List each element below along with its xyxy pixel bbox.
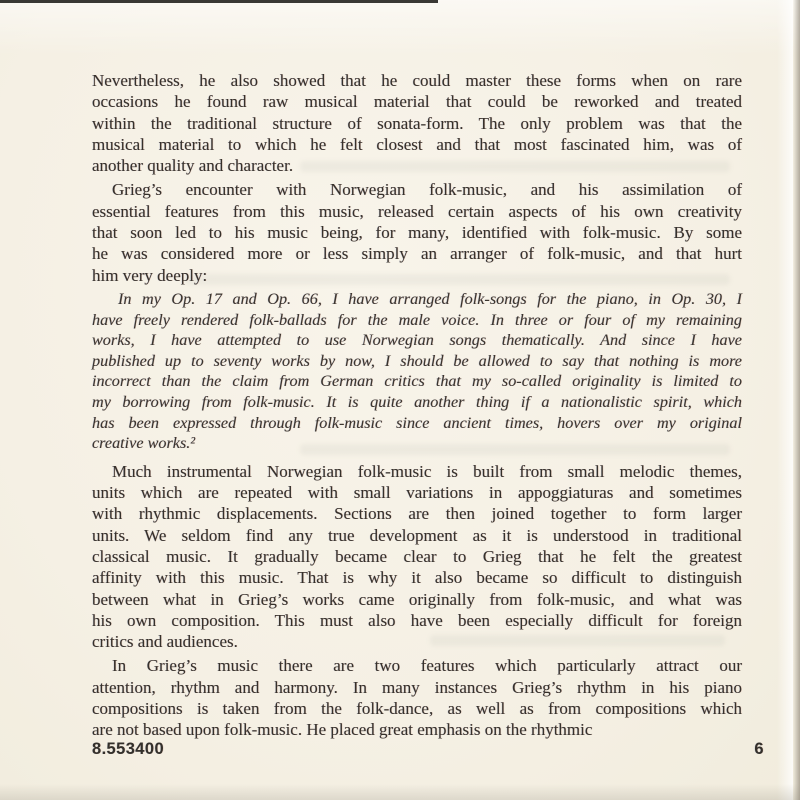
text-block xyxy=(92,70,742,744)
body-paragraph xyxy=(92,70,742,176)
text-line: my borrowing from folk-music. It is quite another thing if a nationalistic spirit, which xyxy=(92,392,742,411)
text-line: within the traditional structure of sonata-form. The only problem was that the xyxy=(92,113,742,133)
text-line: he was considered more or less simply an arranger of folk-music, and that hurt xyxy=(92,244,742,264)
scan-edge-artifact xyxy=(0,0,438,3)
text-line: him very deeply: xyxy=(92,265,208,285)
text-line: In my Op. 17 and Op. 66, I have arranged folk-songs for the piano, in Op. 30, I xyxy=(118,289,742,308)
text-line: incorrect than the claim from German critics that my so-called originality is limited to xyxy=(92,372,742,391)
body-paragraph xyxy=(92,179,742,285)
text-line: compositions is taken from the folk-dance, as well as from compositions which xyxy=(92,698,742,718)
body-paragraph xyxy=(92,655,742,740)
catalog-number: 8.553400 xyxy=(92,740,165,758)
text-line: classical music. It gradually became clear to Grieg that he felt the greatest xyxy=(92,546,742,566)
text-line: are not based upon folk-music. He placed great emphasis on the rhythmic xyxy=(92,720,593,740)
text-line: critics and audiences. xyxy=(92,632,238,652)
page-edge-highlight xyxy=(777,0,793,800)
text-line: published up to seventy works by now, I should be allowed to say that nothing is more xyxy=(92,351,742,370)
text-line: with rhythmic displacements. Sections are then joined together to form larger xyxy=(92,504,742,524)
text-line: have freely rendered folk-ballads for the male voice. In three or four of my remaining xyxy=(92,310,742,329)
page-edge-shadow xyxy=(793,0,800,800)
body-paragraph xyxy=(92,461,742,653)
text-line: essential features from this music, released certain aspects of his own creativity xyxy=(92,201,742,221)
text-line: has been expressed through folk-music since ancient times, hovers over my original xyxy=(92,413,742,432)
text-line: between what in Grieg’s works came originally from folk-music, and what was xyxy=(92,589,742,609)
scan-light-artifact xyxy=(0,0,800,55)
text-line: units which are repeated with small variations in appoggiaturas and sometimes xyxy=(92,483,742,503)
text-line: works, I have attempted to use Norwegian songs thematically. And since I have xyxy=(92,331,742,350)
text-line: that soon led to his music being, for many, identified with folk-music. By some xyxy=(92,223,742,243)
text-line: Grieg’s encounter with Norwegian folk-music, and his assimilation of xyxy=(112,180,742,200)
page-bottom-shadow xyxy=(0,784,800,800)
text-line: his own composition. This must also have been especially difficult for foreign xyxy=(92,610,742,630)
text-line: musical material to which he felt closest and that most fascinated him, was of xyxy=(92,134,742,154)
quotation-paragraph xyxy=(92,289,742,454)
text-line: creative works.² xyxy=(92,434,196,453)
text-line: occasions he found raw musical material that could be reworked and treated xyxy=(92,92,742,112)
text-line: In Grieg’s music there are two features which particularly attract our xyxy=(112,656,742,676)
text-line: affinity with this music. That is why it also became so difficult to distinguish xyxy=(92,568,742,588)
page-number: 6 xyxy=(754,740,764,758)
text-line: attention, rhythm and harmony. In many instances Grieg’s rhythm in his piano xyxy=(92,677,742,697)
text-line: Much instrumental Norwegian folk-music is built from small melodic themes, xyxy=(112,461,742,481)
text-line: another quality and character. xyxy=(92,156,294,176)
text-line: units. We seldom find any true development as it is understood in traditional xyxy=(92,525,742,545)
text-line: Nevertheless, he also showed that he could master these forms when on rare xyxy=(92,71,742,90)
